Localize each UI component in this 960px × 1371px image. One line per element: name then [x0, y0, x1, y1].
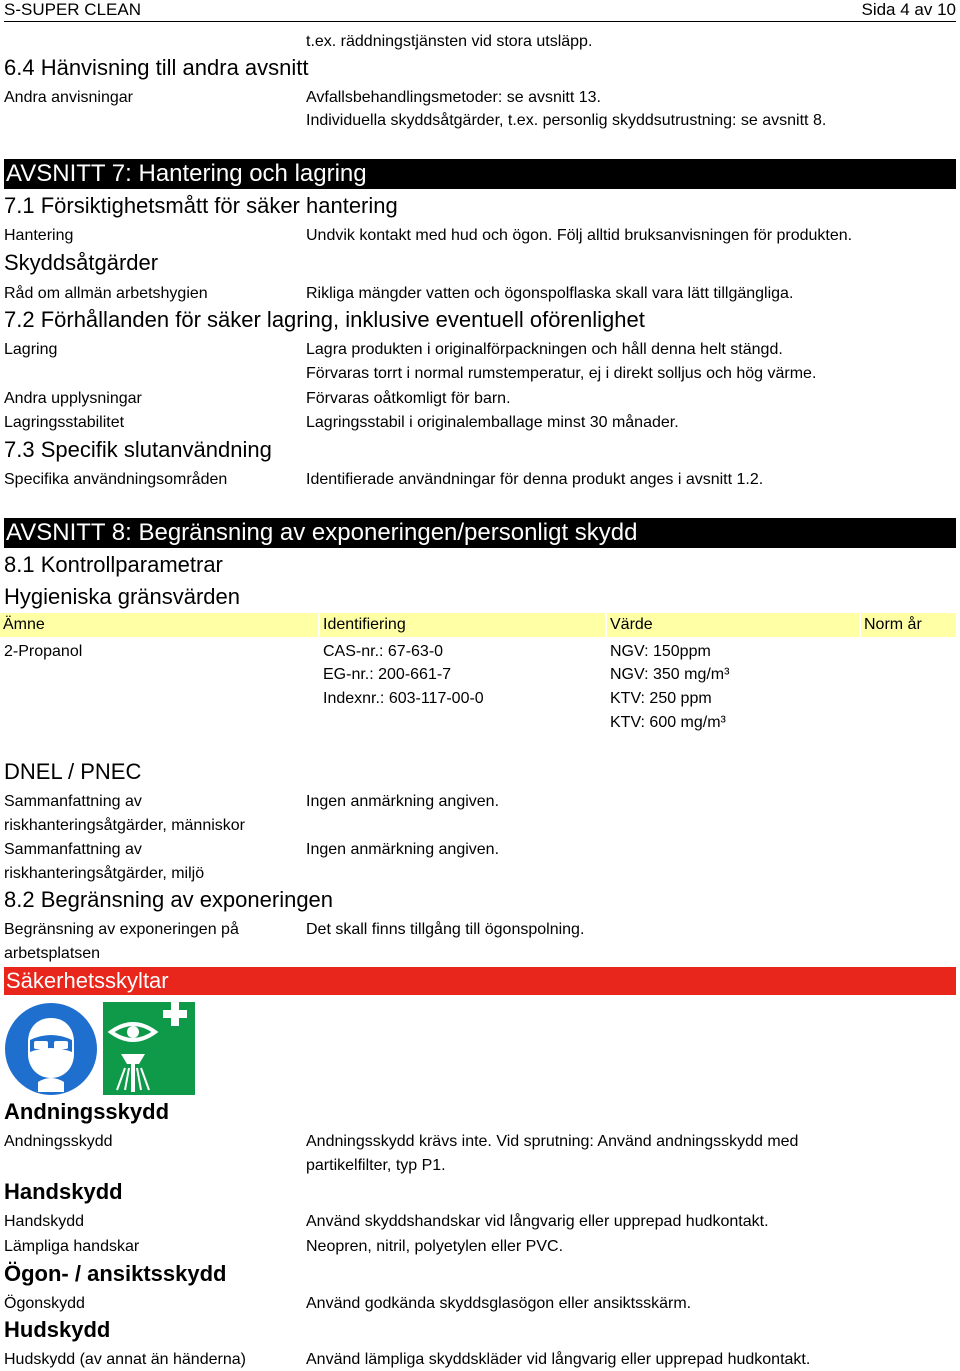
eye-label: Ögonskydd: [4, 1295, 85, 1312]
id-index: Indexnr.: 603-117-00-0: [323, 690, 484, 707]
lagring-label: Lagring: [4, 341, 58, 358]
table-header-norm: Norm år: [861, 613, 956, 637]
s81-title: 8.1 Kontrollparametrar: [4, 552, 223, 577]
andn-label: Andningsskydd: [4, 1133, 113, 1150]
stab-value: Lagringsstabil i originalemballage minst 30 månader.: [306, 414, 679, 431]
table-header-amne: Ämne: [0, 613, 318, 637]
s64-title: 6.4 Hänvisning till andra avsnitt: [4, 55, 309, 80]
value-ngv1: NGV: 150ppm: [610, 643, 711, 660]
dnel1-label1: Sammanfattning av: [4, 793, 142, 810]
skin-title: Hudskydd: [4, 1317, 111, 1342]
section7-bar: AVSNITT 7: Hantering och lagring: [4, 159, 956, 189]
hand-label: Handskydd: [4, 1213, 85, 1230]
table-header-varde: Värde: [607, 613, 859, 637]
skin-label: Hudskydd (av annat än händerna): [4, 1351, 246, 1368]
hand-value: Använd skyddshandskar vid långvarig eller upprepad hudkontakt.: [306, 1213, 769, 1230]
dnel1-value: Ingen anmärkning angiven.: [306, 793, 500, 810]
hand-title: Handskydd: [4, 1179, 123, 1204]
s64-label: Andra anvisningar: [4, 89, 133, 106]
eye-title: Ögon- / ansiktsskydd: [4, 1261, 227, 1286]
andra-label: Andra upplysningar: [4, 390, 142, 407]
hygien-value: Rikliga mängder vatten och ögonspolflaska skall vara lätt tillgängliga.: [306, 285, 794, 302]
dnel2-value: Ingen anmärkning angiven.: [306, 841, 500, 858]
glove-label: Lämpliga handskar: [4, 1238, 140, 1255]
s64-line1: Avfallsbehandlingsmetoder: se avsnitt 13.: [306, 89, 601, 106]
hantering-value: Undvik kontakt med hud och ögon. Följ alltid bruksanvisningen för produkten.: [306, 227, 853, 244]
dnel2-label2: riskhanteringsåtgärder, miljö: [4, 865, 205, 882]
stab-label: Lagringsstabilitet: [4, 414, 125, 431]
value-ktv1: KTV: 250 ppm: [610, 690, 712, 707]
eyewash-station-icon: [103, 1002, 195, 1095]
andra-value: Förvaras oåtkomligt för barn.: [306, 390, 511, 407]
andn-value1: Andningsskydd krävs inte. Vid sprutning: Använd andningsskydd med: [306, 1133, 799, 1150]
dnel-title: DNEL / PNEC: [4, 759, 142, 784]
s73-title: 7.3 Specifik slutanvändning: [4, 437, 272, 462]
andn-title: Andningsskydd: [4, 1099, 170, 1124]
lagring-value2: Förvaras torrt i normal rumstemperatur, ej i direkt solljus och hög värme.: [306, 365, 817, 382]
product-name: S-SUPER CLEAN: [4, 0, 141, 19]
andn-value2: partikelfilter, typ P1.: [306, 1157, 446, 1174]
skydd-title: Skyddsåtgärder: [4, 250, 159, 275]
hyg-title: Hygieniska gränsvärden: [4, 584, 241, 609]
table-header-identifiering: Identifiering: [320, 613, 605, 637]
s82-title: 8.2 Begränsning av exponeringen: [4, 887, 334, 912]
hantering-label: Hantering: [4, 227, 74, 244]
s64-line2: Individuella skyddsåtgärder, t.ex. personlig skyddsutrustning: se avsnitt 8.: [306, 112, 827, 129]
dnel2-label1: Sammanfattning av: [4, 841, 142, 858]
value-ngv2: NGV: 350 mg/m³: [610, 666, 730, 683]
safety-signs-bar: Säkerhetsskyltar: [4, 967, 956, 995]
substance-name: 2-Propanol: [4, 643, 83, 660]
eye-value: Använd godkända skyddsglasögon eller ansiktsskärm.: [306, 1295, 692, 1312]
lagring-value1: Lagra produkten i originalförpackningen och håll denna helt stängd.: [306, 341, 783, 358]
s71-title: 7.1 Försiktighetsmått för säker hantering: [4, 193, 398, 218]
arb-label1: Begränsning av exponeringen på: [4, 921, 239, 938]
glove-value: Neopren, nitril, polyetylen eller PVC.: [306, 1238, 564, 1255]
section8-bar: AVSNITT 8: Begränsning av exponeringen/personligt skydd: [4, 518, 956, 548]
spec-value: Identifierade användningar för denna produkt anges i avsnitt 1.2.: [306, 471, 764, 488]
id-cas: CAS-nr.: 67-63-0: [323, 643, 444, 660]
arb-label2: arbetsplatsen: [4, 945, 101, 962]
page-number: Sida 4 av 10: [861, 0, 956, 19]
hygien-label: Råd om allmän arbetshygien: [4, 285, 208, 302]
id-eg: EG-nr.: 200-661-7: [323, 666, 452, 683]
s72-title: 7.2 Förhållanden för säker lagring, inklusive eventuell oförenlighet: [4, 307, 645, 332]
skin-value: Använd lämpliga skyddskläder vid långvarig eller upprepad hudkontakt.: [306, 1351, 811, 1368]
value-ktv2: KTV: 600 mg/m³: [610, 714, 726, 731]
spec-label: Specifika användningsområden: [4, 471, 228, 488]
header-rule: [4, 21, 956, 22]
top-line: t.ex. räddningstjänsten vid stora utsläpp.: [306, 33, 593, 50]
arb-value: Det skall finns tillgång till ögonspolning.: [306, 921, 585, 938]
goggles-mandatory-icon: [4, 1002, 98, 1096]
dnel1-label2: riskhanteringsåtgärder, människor: [4, 817, 246, 834]
